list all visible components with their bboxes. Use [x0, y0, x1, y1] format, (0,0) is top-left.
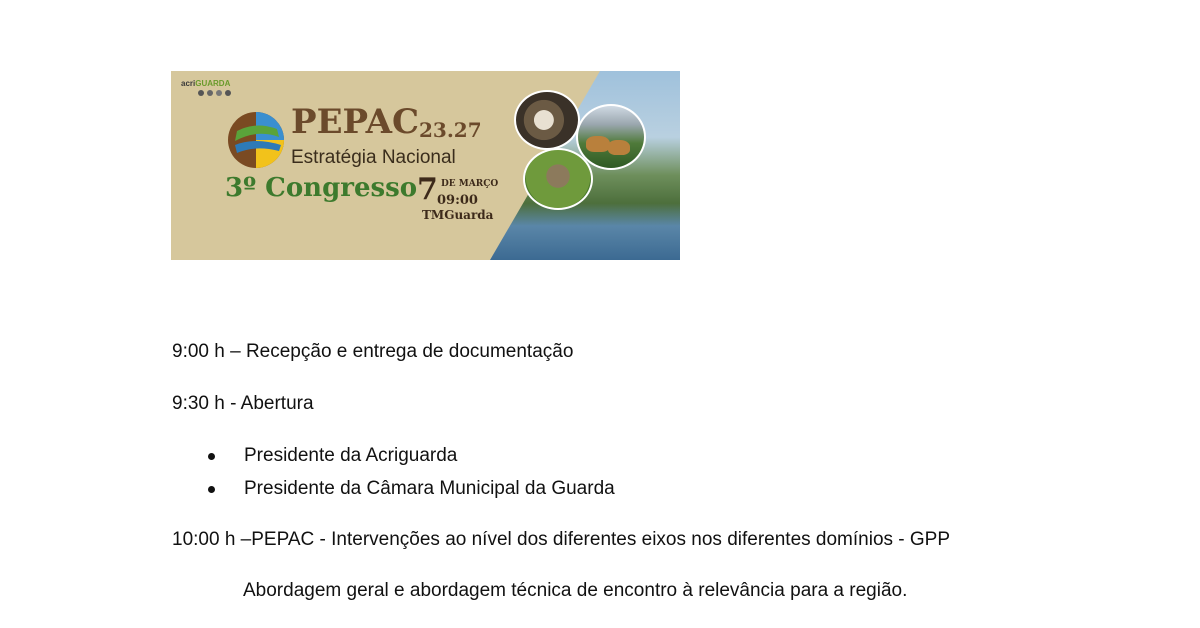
banner-year: 23.27: [419, 118, 482, 142]
list-item: Presidente da Câmara Municipal da Guarda: [244, 478, 615, 499]
banner-month: DE MARÇO: [441, 179, 499, 189]
bullet-icon: [208, 486, 215, 493]
banner-subtitle: Estratégia Nacional: [291, 147, 456, 168]
agenda-item-reception: 9:00 h – Recepção e entrega de documentação: [172, 341, 574, 362]
event-banner: [171, 71, 680, 260]
list-item: Presidente da Acriguarda: [244, 445, 458, 466]
banner-day: 7: [417, 172, 438, 207]
banner-title: PEPAC: [291, 102, 420, 142]
agenda-item-opening: 9:30 h - Abertura: [172, 393, 314, 414]
pepac-emblem-icon: [227, 111, 285, 169]
acriguarda-logo: acriGUARDA: [181, 79, 231, 88]
agenda-item-detail: Abordagem geral e abordagem técnica de encontro à relevância para a região.: [243, 580, 908, 601]
banner-venue: TMGuarda: [422, 208, 494, 222]
sheep-photo: [523, 148, 593, 210]
banner-time: 09:00: [437, 193, 478, 208]
agenda-item-pepac: 10:00 h –PEPAC - Intervenções ao nível dos diferentes eixos nos diferentes domínios - GPP: [172, 529, 951, 550]
banner-congress: 3º Congresso: [225, 173, 418, 203]
goat-photo: [514, 90, 580, 150]
bullet-icon: [208, 453, 215, 460]
partner-logos: [197, 89, 237, 97]
